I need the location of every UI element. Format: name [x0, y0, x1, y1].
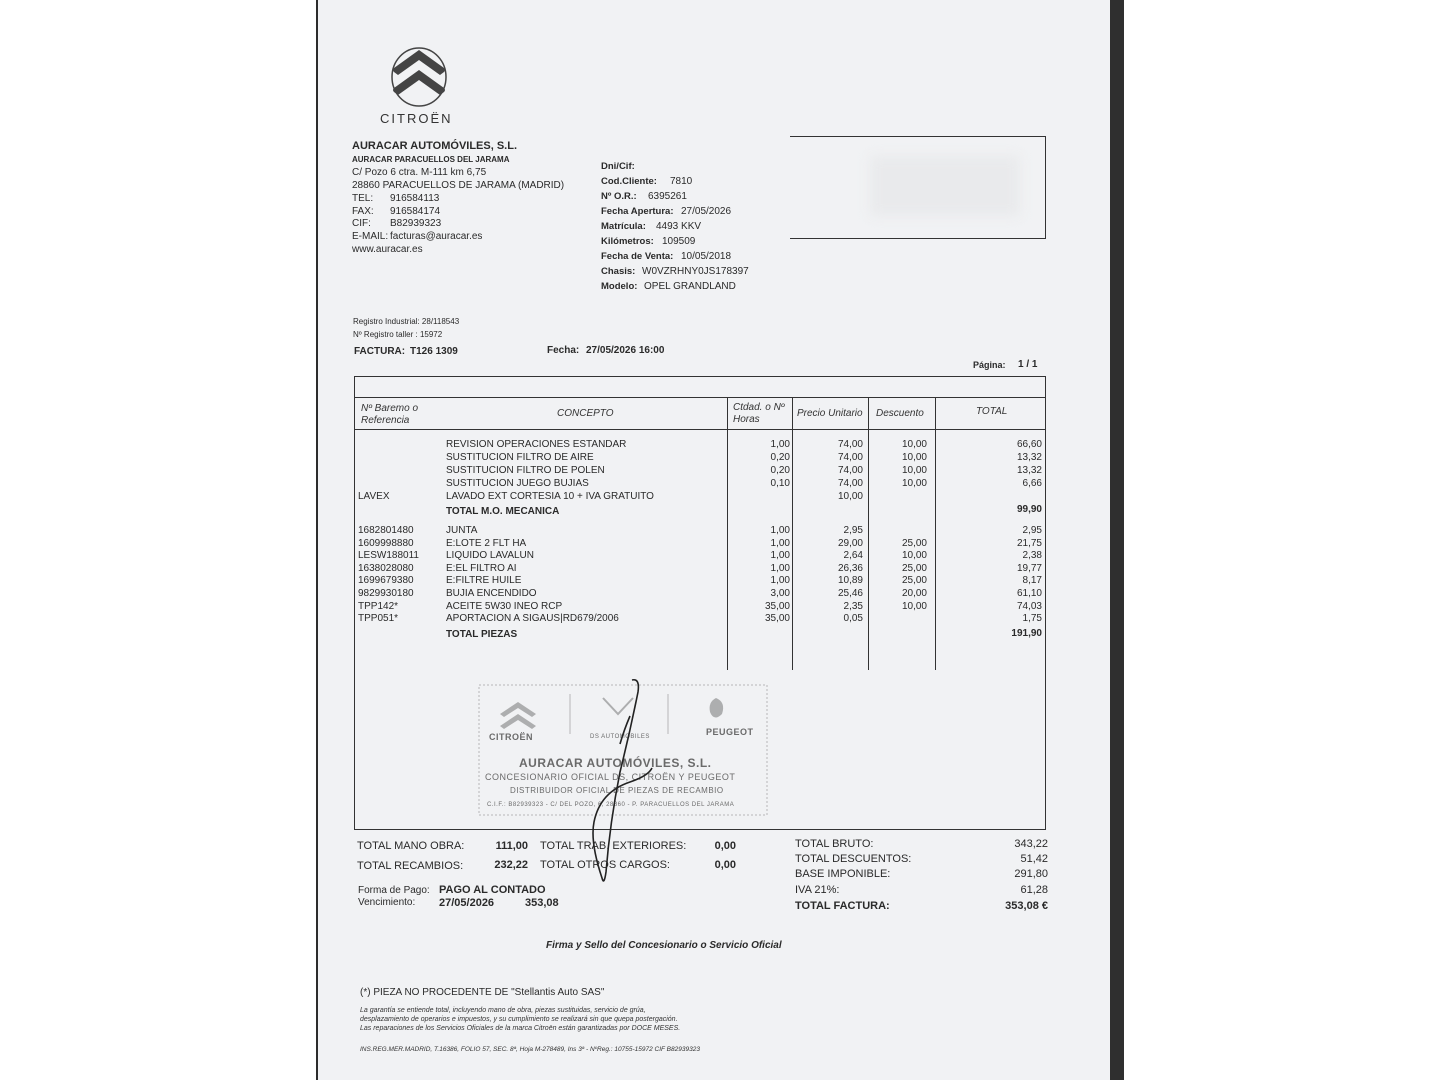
registry-taller: Nº Registro taller : 15972: [353, 330, 443, 339]
cell-concepto: LIQUIDO LAVALUN: [446, 550, 534, 562]
cell-concepto: SUSTITUCION FILTRO DE POLEN: [446, 465, 605, 476]
client-or-label: Nº O.R.:: [601, 191, 637, 202]
factura-number: T126 1309: [410, 346, 458, 357]
forma-pago-label: Forma de Pago:: [358, 885, 430, 896]
cell-descuento: 25,00: [901, 537, 927, 549]
citroen-logo-icon: [390, 46, 448, 108]
cell-ref: TPP051*: [358, 613, 399, 625]
registry-industrial: Registro Industrial: 28/118543: [353, 317, 460, 326]
cell-descuento: 10,00: [901, 600, 927, 612]
company-address1: C/ Pozo 6 ctra. M-111 km 6,75: [352, 167, 487, 178]
cell-total: 21,75: [1016, 537, 1042, 549]
client-matricula: 4493 KKV: [656, 221, 702, 232]
company-name: AURACAR AUTOMÓVILES, S.L.: [352, 140, 518, 152]
legal-line1: La garantía se entiende total, incluyendo mano de obra, piezas sustituidas, servicio de grúa,: [360, 1007, 646, 1014]
trab-ext-value: 0,00: [714, 840, 736, 852]
vencimiento-label: Vencimiento:: [358, 897, 416, 908]
cell-cantidad: 1,00: [770, 550, 790, 562]
brand-name: CITROËN: [380, 111, 453, 126]
cell-concepto: SUSTITUCION FILTRO DE AIRE: [446, 452, 594, 463]
cell-total: 6,66: [1022, 478, 1042, 489]
cell-precio: 25,46: [837, 588, 863, 599]
company-web: www.auracar.es: [352, 244, 423, 255]
cell-precio: 74,00: [837, 452, 863, 463]
cell-ref: 1682801480: [358, 525, 414, 536]
client-chasis: W0VZRHNY0JS178397: [642, 266, 749, 277]
recambios-value: 232,22: [494, 859, 528, 871]
client-cod-label: Cod.Cliente:: [601, 176, 657, 187]
client-modelo: OPEL GRANDLAND: [644, 281, 736, 292]
cell-ref: TPP142*: [358, 600, 399, 612]
cell-cantidad: 1,00: [770, 562, 790, 574]
cell-concepto: E:FILTRE HUILE: [446, 575, 522, 587]
base-value: 291,80: [1014, 868, 1048, 880]
client-cod: 7810: [670, 176, 693, 187]
cell-precio: 10,89: [837, 575, 863, 587]
cell-descuento: 20,00: [901, 588, 927, 599]
cell-descuento: 10,00: [901, 439, 927, 450]
cell-cantidad: 1,00: [770, 575, 790, 587]
fecha-label: Fecha:: [547, 345, 580, 356]
cell-precio: 74,00: [837, 478, 863, 489]
cell-ref: 1638028080: [358, 562, 414, 574]
pagina-label: Página:: [973, 360, 1006, 370]
cell-total: 2,95: [1022, 525, 1042, 536]
table-header-bottom-line: [354, 429, 1046, 430]
pieza-note: (*) PIEZA NO PROCEDENTE DE "Stellantis Auto SAS": [360, 987, 605, 998]
trab-ext-label: TOTAL TRAB. EXTERIORES:: [540, 840, 687, 852]
address-box: [790, 136, 1046, 239]
cell-cantidad: 0,20: [770, 452, 790, 463]
cell-ref: LAVEX: [358, 491, 390, 502]
cell-descuento: 10,00: [901, 465, 927, 476]
mano-obra-label: TOTAL MANO OBRA:: [357, 840, 465, 852]
iva-value: 61,28: [1020, 884, 1048, 896]
client-dni-label: Dni/Cif:: [601, 161, 635, 172]
cell-total: 13,32: [1016, 465, 1042, 476]
stamp-brand1: CITROËN: [489, 732, 533, 742]
stamp-line2: CONCESIONARIO OFICIAL DS, CITROËN Y PEUGEOT: [485, 772, 736, 782]
cell-total: 74,03: [1016, 600, 1042, 612]
cell-total: 2,38: [1022, 550, 1042, 562]
vencimiento-amount: 353,08: [525, 897, 559, 909]
footer-registry: INS.REG.MER.MADRID, T.16386, FOLIO 57, SEC. 8ª, Hoja M-278489, Ins 3ª - NºReg.: 10755-15972 CIF B82939323: [360, 1046, 700, 1053]
signature-caption: Firma y Sello del Concesionario o Servicio Oficial: [546, 940, 782, 951]
table-col-line-1: [727, 397, 728, 670]
cell-precio: 2,64: [843, 550, 863, 562]
cell-total: 61,10: [1016, 588, 1042, 599]
forma-pago-value: PAGO AL CONTADO: [439, 884, 546, 896]
cell-precio: 74,00: [837, 439, 863, 450]
table-col-line-3: [868, 397, 869, 670]
company-email-label: E-MAIL:: [352, 231, 389, 242]
client-apertura-label: Fecha Apertura:: [601, 206, 674, 217]
cell-descuento: 25,00: [901, 575, 927, 587]
cell-concepto: LAVADO EXT CORTESIA 10 + IVA GRATUITO: [446, 491, 654, 502]
company-cif: B82939323: [390, 218, 442, 229]
company-tel-label: TEL:: [352, 193, 374, 204]
cell-precio: 29,00: [837, 537, 863, 549]
legal-line3: Las reparaciones de los Servicios Oficiales de la marca Citroën están garantizadas por DOCE MESES.: [360, 1025, 681, 1032]
stamp-line4: C.I.F.: B82939323 - C/ DEL POZO, 6, 28860 - P. PARACUELLOS DEL JARAMA: [487, 802, 735, 808]
bruto-label: TOTAL BRUTO:: [795, 838, 874, 850]
otros-value: 0,00: [714, 859, 736, 871]
cell-concepto: BUJIA ENCENDIDO: [446, 588, 537, 599]
cell-concepto: REVISION OPERACIONES ESTANDAR: [446, 439, 627, 450]
descuentos-label: TOTAL DESCUENTOS:: [795, 853, 912, 865]
otros-label: TOTAL OTROS CARGOS:: [540, 859, 670, 871]
bruto-value: 343,22: [1014, 838, 1048, 850]
cell-descuento: 10,00: [901, 478, 927, 489]
company-fax-label: FAX:: [352, 206, 374, 217]
client-or: 6395261: [648, 191, 687, 202]
cell-precio: 2,35: [843, 600, 863, 612]
base-label: BASE IMPONIBLE:: [795, 868, 891, 880]
company-fax: 916584174: [390, 206, 441, 217]
company-address2: 28860 PARACUELLOS DE JARAMA (MADRID): [352, 180, 565, 191]
background-left: [0, 0, 316, 1080]
stamp-line1: AURACAR AUTOMÓVILES, S.L.: [519, 756, 712, 770]
paper-edge: [1110, 0, 1124, 1080]
cell-precio: 10,00: [837, 491, 863, 502]
cell-total: 66,60: [1016, 439, 1042, 450]
pagina-value: 1 / 1: [1018, 359, 1038, 370]
cell-descuento: 25,00: [901, 562, 927, 574]
cell-precio: 2,95: [843, 525, 863, 536]
cell-cantidad: 1,00: [770, 537, 790, 549]
recambios-label: TOTAL RECAMBIOS:: [357, 860, 464, 872]
total-factura-label: TOTAL FACTURA:: [795, 900, 890, 912]
client-chasis-label: Chasis:: [601, 266, 636, 277]
stamp-line3: DISTRIBUIDOR OFICIAL DE PIEZAS DE RECAMBIO: [510, 786, 724, 795]
table-header-top-line: [354, 397, 1046, 398]
cell-cantidad: 0,10: [770, 478, 790, 489]
fecha-value: 27/05/2026 16:00: [586, 345, 665, 356]
cell-descuento: 10,00: [901, 452, 927, 463]
client-km: 109509: [662, 236, 696, 247]
cell-total: 1,75: [1022, 613, 1042, 625]
cell-concepto: E:EL FILTRO AI: [446, 562, 517, 574]
cell-concepto: APORTACION A SIGAUS|RD679/2006: [446, 613, 619, 625]
table-col-line-2: [792, 397, 793, 670]
cell-cantidad: 3,00: [770, 588, 790, 599]
cell-concepto: SUSTITUCION JUEGO BUJIAS: [446, 478, 589, 489]
labour-total-value: 99,90: [1016, 504, 1042, 515]
cell-cantidad: 0,20: [770, 465, 790, 476]
client-modelo-label: Modelo:: [601, 281, 638, 292]
cell-cantidad: 35,00: [764, 613, 790, 625]
descuentos-value: 51,42: [1020, 853, 1048, 865]
client-apertura: 27/05/2026: [681, 206, 732, 217]
labour-total-label: TOTAL M.O. MECANICA: [446, 506, 560, 517]
stamp-brand2: DS AUTOMOBILES: [590, 734, 650, 740]
cell-ref: 1609998880: [358, 537, 414, 549]
background-right: [1124, 0, 1440, 1080]
cell-cantidad: 1,00: [770, 439, 790, 450]
client-km-label: Kilómetros:: [601, 236, 654, 247]
header-ref: Nº Baremo o Referencia: [361, 403, 419, 426]
client-matricula-label: Matrícula:: [601, 221, 646, 232]
cell-precio: 26,36: [837, 562, 863, 574]
parts-total-label: TOTAL PIEZAS: [446, 629, 518, 640]
table-col-line-4: [935, 397, 936, 670]
cell-total: 19,77: [1016, 562, 1042, 574]
cell-precio: 0,05: [843, 613, 863, 625]
parts-total-value: 191,90: [1011, 628, 1042, 639]
factura-label: FACTURA:: [354, 346, 406, 357]
vencimiento-date: 27/05/2026: [439, 897, 495, 909]
cell-ref: 9829930180: [358, 588, 414, 599]
header-descuento: Descuento: [876, 408, 924, 419]
cell-concepto: JUNTA: [446, 525, 478, 536]
cell-concepto: E:LOTE 2 FLT HA: [446, 537, 527, 549]
mano-obra-value: 111,00: [495, 840, 528, 852]
cell-ref: LESW188011: [358, 550, 419, 562]
header-concepto: CONCEPTO: [557, 408, 614, 419]
client-venta-label: Fecha de Venta:: [601, 251, 674, 262]
stamp-brand3: PEUGEOT: [706, 727, 754, 737]
cell-total: 8,17: [1022, 575, 1042, 587]
iva-label: IVA 21%:: [795, 884, 840, 896]
company-email: facturas@auracar.es: [390, 231, 483, 242]
cell-total: 13,32: [1016, 452, 1042, 463]
cell-descuento: 10,00: [901, 550, 927, 562]
total-factura-value: 353,08 €: [1005, 900, 1048, 912]
company-sub: AURACAR PARACUELLOS DEL JARAMA: [352, 155, 510, 164]
header-precio: Precio Unitario: [797, 408, 863, 419]
cell-ref: 1699679380: [358, 575, 414, 587]
header-total: TOTAL: [976, 406, 1008, 417]
cell-concepto: ACEITE 5W30 INEO RCP: [446, 600, 563, 612]
cell-cantidad: 35,00: [764, 600, 790, 612]
legal-line2: desplazamiento de operarios e impuestos, y su cumplimiento se realizará sin que quepa postergación.: [360, 1016, 678, 1023]
cell-precio: 74,00: [837, 465, 863, 476]
header-cantidad: Ctdad. o Nº Horas: [733, 402, 785, 425]
company-cif-label: CIF:: [352, 218, 371, 229]
company-tel: 916584113: [390, 193, 440, 204]
client-venta: 10/05/2018: [681, 251, 732, 262]
cell-cantidad: 1,00: [770, 525, 790, 536]
